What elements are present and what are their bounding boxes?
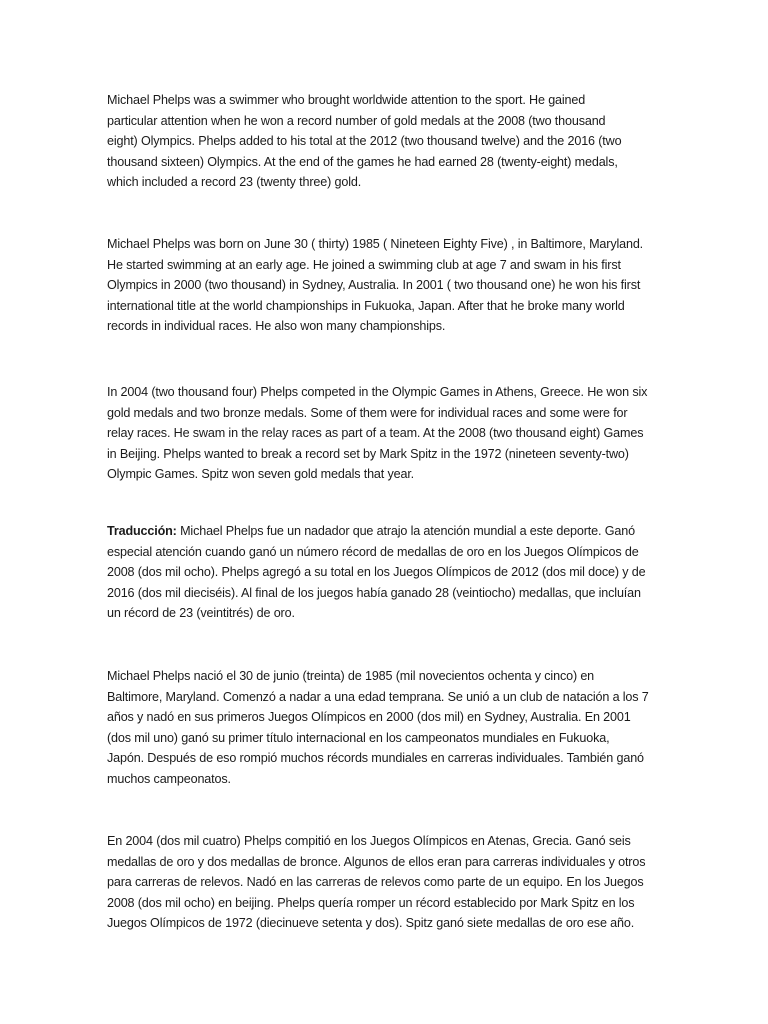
text-line: Juegos Olímpicos de 1972 (diecinueve setenta y dos). Spitz ganó siete medallas de oro ese año. bbox=[107, 916, 635, 930]
translation-first-line: Michael Phelps fue un nadador que atrajo la atención mundial a este deporte. Ganó bbox=[176, 524, 635, 538]
translation-label: Traducción: bbox=[107, 524, 177, 538]
paragraph-phelps-early-life bbox=[107, 234, 667, 337]
text-line: Baltimore, Maryland. Comenzó a nadar a una edad temprana. Se unió a un club de natación a los 7 bbox=[107, 689, 649, 704]
text-line: relay races. He swam in the relay races as part of a team. At the 2008 (two thousand eight) Games bbox=[107, 426, 644, 440]
text-line: He started swimming at an early age. He joined a swimming club at age 7 and swam in his first bbox=[107, 257, 621, 272]
paragraph-translation-athens bbox=[107, 831, 667, 934]
text-line: in Beijing. Phelps wanted to break a record set by Mark Spitz in the 1972 (nineteen seventy-two) bbox=[107, 446, 629, 461]
paragraph-translation-early-life bbox=[107, 666, 667, 789]
text-line: Michael Phelps nació el 30 de junio (treinta) de 1985 (mil novecientos ochenta y cinco) en bbox=[107, 669, 595, 683]
text-line: In 2004 (two thousand four) Phelps competed in the Olympic Games in Athens, Greece. He won six bbox=[107, 385, 648, 399]
text-line: 2008 (dos mil ocho) en beijing. Phelps quería romper un récord establecido por Mark Spitz en los bbox=[107, 895, 635, 910]
text-line: thousand sixteen) Olympics. At the end of the games he had earned 28 (twenty-eight) medals, bbox=[107, 154, 618, 169]
text-line: En 2004 (dos mil cuatro) Phelps compitió en los Juegos Olímpicos en Atenas, Grecia. Ganó seis bbox=[107, 834, 631, 848]
text-line: Olympics in 2000 (two thousand) in Sydney, Australia. In 2001 ( two thousand one) he won his first bbox=[107, 278, 641, 292]
text-line: 2016 (dos mil dieciséis). Al final de los juegos había ganado 28 (veintiocho) medallas, que incluían bbox=[107, 585, 641, 600]
text-line: años y nadó en sus primeros Juegos Olímpicos en 2000 (dos mil) en Sydney, Australia. En 2001 bbox=[107, 710, 631, 724]
text-line: international title at the world championships in Fukuoka, Japan. After that he broke many world bbox=[107, 298, 625, 313]
text-line: Michael Phelps was a swimmer who brought worldwide attention to the sport. He gained bbox=[107, 93, 586, 107]
text-line: un récord de 23 (veintitrés) de oro. bbox=[107, 606, 295, 620]
text-line: para carreras de relevos. Nadó en las carreras de relevos como parte de un equipo. En los Juegos bbox=[107, 875, 644, 889]
text-line: medallas de oro y dos medallas de bronce. Algunos de ellos eran para carreras individuales y otros bbox=[107, 854, 646, 869]
paragraph-translation-intro bbox=[107, 521, 667, 624]
text-line: Japón. Después de eso rompió muchos récords mundiales en carreras individuales. También ganó bbox=[107, 751, 644, 765]
text-line: 2008 (dos mil ocho). Phelps agregó a su total en los Juegos Olímpicos de 2012 (dos mil doce) y de bbox=[107, 565, 646, 579]
text-line: (dos mil uno) ganó su primer título internacional en los campeonatos mundiales en Fukuoka, bbox=[107, 730, 610, 745]
paragraph-phelps-athens bbox=[107, 382, 667, 485]
text-line: particular attention when he won a record number of gold medals at the 2008 (two thousand bbox=[107, 113, 606, 128]
text-line: especial atención cuando ganó un número récord de medallas de oro en los Juegos Olímpicos de bbox=[107, 544, 639, 559]
text-line: eight) Olympics. Phelps added to his total at the 2012 (two thousand twelve) and the 2016 (two bbox=[107, 134, 622, 148]
text-line bbox=[107, 521, 667, 542]
text-line: which included a record 23 (twenty three) gold. bbox=[107, 175, 362, 189]
text-line: Michael Phelps was born on June 30 ( thirty) 1985 ( Nineteen Eighty Five) , in Baltimore, Maryland. bbox=[107, 237, 644, 251]
text-line: records in individual races. He also won many championships. bbox=[107, 319, 446, 333]
text-line: muchos campeonatos. bbox=[107, 771, 231, 786]
text-line: Olympic Games. Spitz won seven gold medals that year. bbox=[107, 467, 415, 481]
text-line: gold medals and two bronze medals. Some of them were for individual races and some were for bbox=[107, 405, 628, 420]
paragraph-phelps-intro bbox=[107, 90, 667, 193]
